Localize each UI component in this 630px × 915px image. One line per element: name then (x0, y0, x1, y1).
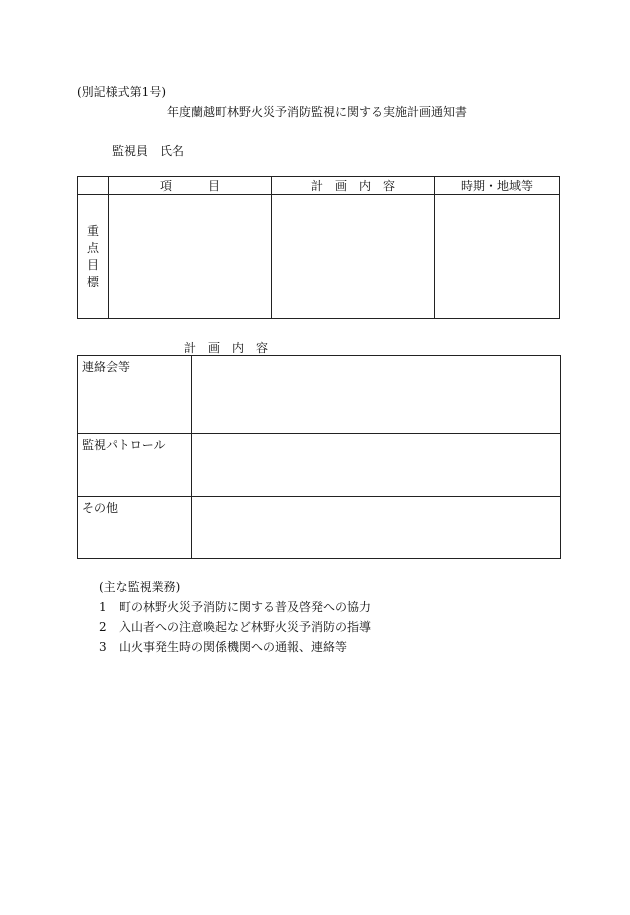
table-row (78, 497, 561, 559)
table-row (78, 356, 561, 434)
item-text: 入山者への注意喚起など林野火災予消防の指導 (119, 620, 372, 634)
inspector-name-label: 氏名 (160, 144, 185, 158)
inspector-line (112, 142, 184, 159)
priority-goals-table (77, 176, 560, 319)
header-item: 項 目 (109, 177, 272, 195)
header-blank-cell (78, 177, 109, 195)
table-header-row (78, 177, 560, 195)
list-item (99, 617, 371, 637)
label-char: 目 (86, 257, 99, 272)
table-row (78, 195, 560, 319)
list-item (99, 637, 371, 657)
row-label-liaison-meetings: 連絡会等 (78, 356, 192, 434)
list-item (99, 597, 371, 617)
document-title: 年度蘭越町林野火災予消防監視に関する実施計画通知書 (166, 105, 467, 119)
item-text: 山火事発生時の関係機関への通報、連絡等 (119, 640, 348, 654)
inspector-role: 監視員 (112, 144, 149, 158)
liaison-meetings-entry-cell[interactable] (192, 356, 561, 434)
priority-goals-label (78, 195, 109, 319)
item-number: 3 (99, 640, 107, 654)
item-number: 2 (99, 620, 107, 634)
plan-content-heading: 計 画 内 容 (184, 341, 269, 355)
duties-heading: (主な監視業務) (99, 580, 181, 594)
item-entry-cell[interactable] (109, 195, 272, 319)
label-char: 重 (86, 223, 99, 238)
label-char: 標 (86, 274, 99, 289)
other-entry-cell[interactable] (192, 497, 561, 559)
header-plan-content: 計 画 内 容 (272, 177, 435, 195)
plan-content-table (77, 355, 561, 559)
plan-content-entry-cell[interactable] (272, 195, 435, 319)
row-label-patrol: 監視パトロール (78, 434, 192, 497)
item-text: 町の林野火災予消防に関する普及啓発への協力 (119, 600, 372, 614)
header-timing-area: 時期・地域等 (435, 177, 560, 195)
table-row (78, 434, 561, 497)
row-label-other: その他 (78, 497, 192, 559)
item-number: 1 (99, 600, 107, 614)
patrol-entry-cell[interactable] (192, 434, 561, 497)
form-label: (別記様式第1号) (77, 85, 166, 99)
main-duties-notes (99, 577, 371, 657)
label-char: 点 (86, 240, 99, 255)
timing-area-entry-cell[interactable] (435, 195, 560, 319)
